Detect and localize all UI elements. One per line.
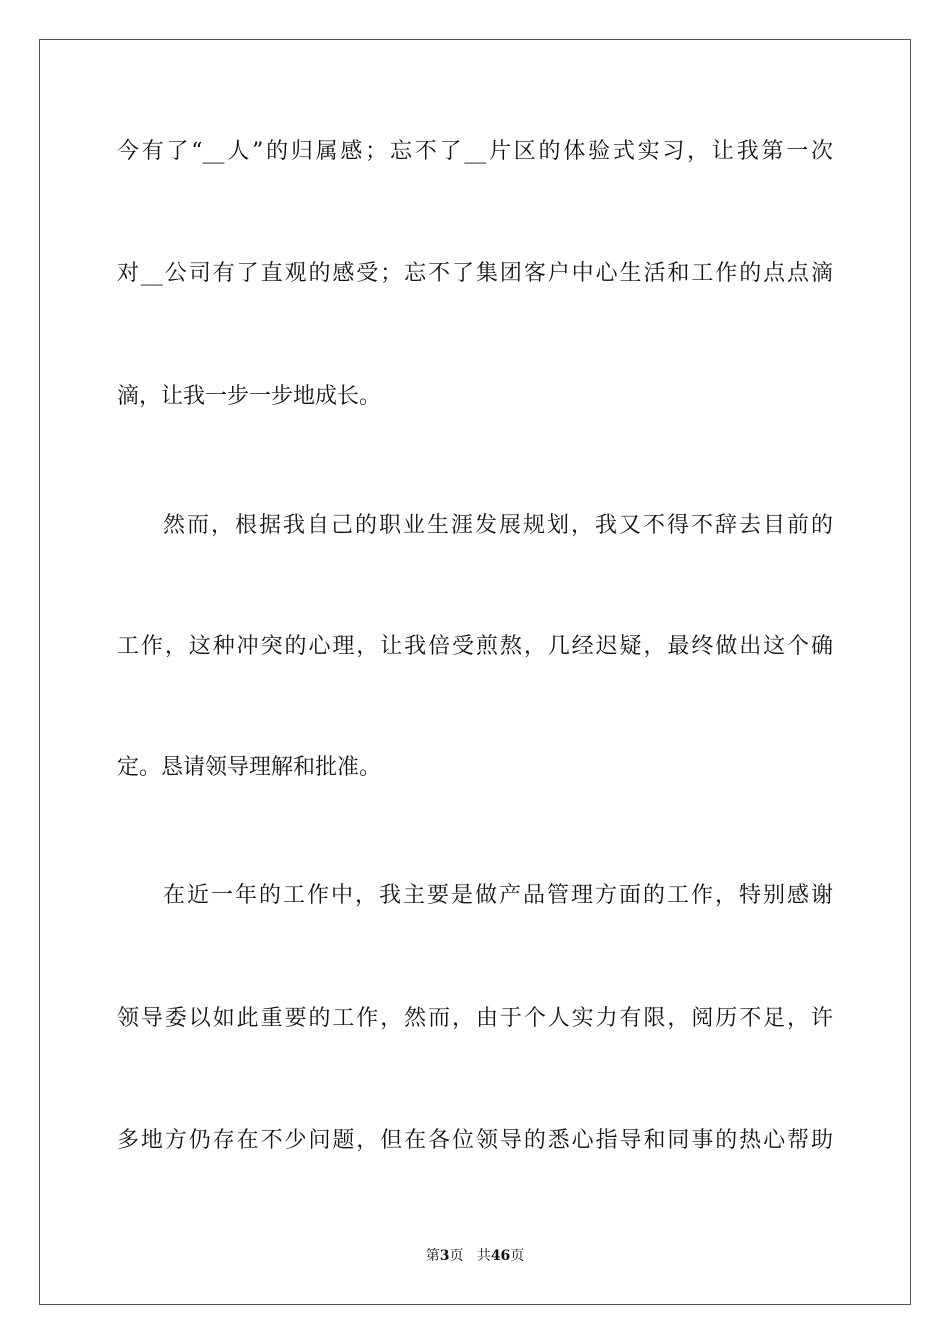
- page-footer: [0, 1246, 950, 1266]
- body-line-8: 领导委以如此重要的工作，然而，由于个人实力有限，阅历不足，许: [117, 1006, 833, 1031]
- body-line-5: 工作，这种冲突的心理，让我倍受煎熬，几经迟疑，最终做出这个确: [117, 634, 833, 659]
- page-frame: [39, 39, 911, 1305]
- body-line-9: 多地方仍存在不少问题，但在各位领导的悉心指导和同事的热心帮助: [117, 1128, 833, 1153]
- footer-total-suffix: 页: [510, 1248, 525, 1264]
- footer-page-suffix: 页: [449, 1248, 464, 1264]
- body-line-1: 今有了“__人”的归属感；忘不了__片区的体验式实习，让我第一次: [117, 139, 833, 164]
- footer-page-number: 3: [439, 1248, 450, 1264]
- body-line-6: 定。恳请领导理解和批准。: [117, 755, 382, 780]
- footer-page-prefix: 第: [425, 1248, 440, 1264]
- body-line-2: 对__公司有了直观的感受；忘不了集团客户中心生活和工作的点点滴: [117, 261, 833, 286]
- body-line-4: 然而，根据我自己的职业生涯发展规划，我又不得不辞去目前的: [163, 513, 833, 538]
- footer-total-pages: 46: [490, 1248, 511, 1264]
- body-line-7: 在近一年的工作中，我主要是做产品管理方面的工作，特别感谢: [163, 883, 833, 908]
- body-line-3: 滴，让我一步一步地成长。: [117, 384, 382, 409]
- footer-total-prefix: 共: [476, 1248, 491, 1264]
